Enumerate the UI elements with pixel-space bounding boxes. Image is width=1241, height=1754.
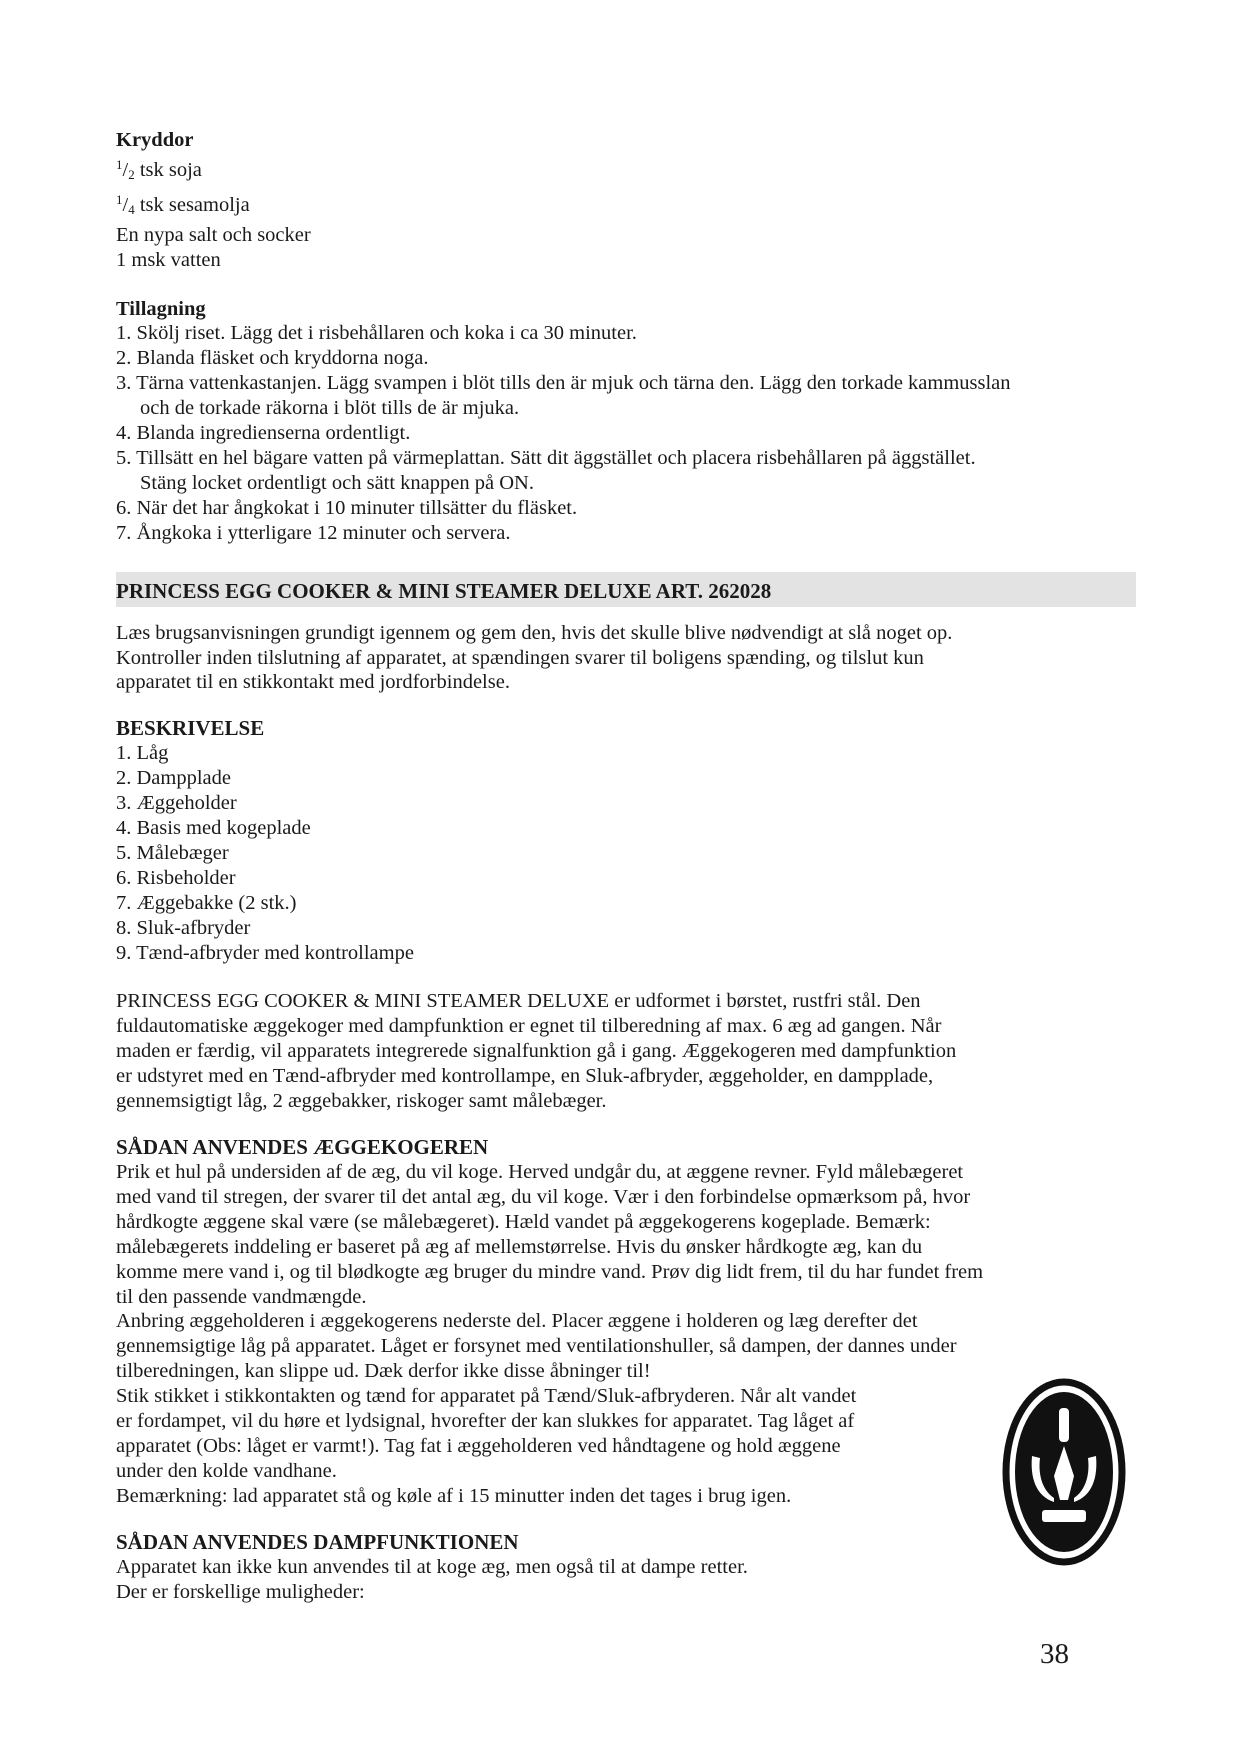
- paragraph-line: gennemsigtigt låg, 2 æggebakker, riskoger samt målebæger.: [116, 1090, 607, 1113]
- paragraph-line: Anbring æggeholderen i æggekogerens nederste del. Placer æggene i holderen og læg derefter det: [116, 1310, 918, 1333]
- list-item: 9. Tænd-afbryder med kontrollampe: [116, 941, 414, 964]
- kryddor-item: $^1/_2$ tsk soja: [116, 156, 202, 182]
- beskrivelse-heading: BESKRIVELSE: [116, 716, 265, 741]
- intro-line: apparatet til en stikkontakt med jordforbindelse.: [116, 671, 510, 694]
- paragraph-line: Prik et hul på undersiden af de æg, du vil koge. Herved undgår du, at æggene revner. Fyld målebægeret: [116, 1161, 964, 1183]
- list-item: 3. Æggeholder: [116, 792, 237, 815]
- step: 1. Skölj riset. Lägg det i risbehållaren och koka i ca 30 minuter.: [116, 322, 637, 345]
- paragraph-line: apparatet (Obs: låget er varmt!). Tag fat i æggeholderen ved håndtagene og hold æggene: [116, 1434, 841, 1457]
- paragraph-line: Der er forskellige muligheder:: [116, 1580, 365, 1603]
- step: 7. Ångkoka i ytterligare 12 minuter och servera.: [116, 521, 511, 544]
- paragraph-line: maden er færdig, vil apparatets integrerede signalfunktion gå i gang. Æggekogeren med dampfunktion: [116, 1040, 957, 1063]
- intro-line: Læs brugsanvisningen grundigt igennem og gem den, hvis det skulle blive nødvendigt at slå noget op.: [116, 621, 953, 644]
- step: 6. När det har ångkokat i 10 minuter tillsätter du fläsket.: [116, 496, 578, 519]
- list-item: 4. Basis med kogeplade: [116, 817, 311, 840]
- paragraph-line: gennemsigtige låg på apparatet. Låget er forsynet med ventilationshuller, så dampen, der dannes under: [116, 1335, 957, 1358]
- paragraph-line: med vand til stregen, der svarer til det antal æg, du vil koge. Vær i den forbindelse opmærksom på, hvor: [116, 1185, 971, 1208]
- damp-heading: SÅDAN ANVENDES DAMPFUNKTIONEN: [116, 1529, 519, 1554]
- tillagning-heading: Tillagning: [116, 297, 206, 320]
- list-item: 1. Låg: [116, 742, 169, 765]
- step-continuation: Stäng locket ordentligt och sätt knappen på ON.: [140, 471, 534, 494]
- paragraph-line: Stik stikket i stikkontakten og tænd for apparatet på Tænd/Sluk-afbryderen. Når alt vandet: [116, 1385, 857, 1408]
- list-item: 5. Målebæger: [116, 841, 229, 864]
- kryddor-item: $^1/_4$ tsk sesamolja: [116, 191, 250, 217]
- description-paragraph: [116, 989, 1126, 1114]
- paragraph-line: under den kolde vandhane.: [116, 1459, 337, 1482]
- step: 2. Blanda fläsket och kryddorna noga.: [116, 347, 429, 370]
- paragraph-line: hårdkogte æggene skal være (se målebægeret). Hæld vandet på æggekogerens kogeplade. Bemærk:: [116, 1210, 931, 1233]
- parts-list: [116, 741, 1126, 965]
- step: 5. Tillsätt en hel bägare vatten på värmeplattan. Sätt dit äggstället och placera risbehållaren på äggstället.: [116, 446, 976, 469]
- list-item: 6. Risbeholder: [116, 866, 236, 889]
- paragraph-line: til den passende vandmængde.: [116, 1285, 367, 1308]
- aeggekoger-text: [116, 1160, 1126, 1509]
- kryddor-item: 1 msk vatten: [116, 248, 221, 271]
- intro-line: Kontroller inden tilslutning af apparatet, at spændingen svarer til boligens spænding, og tilslut kun: [116, 646, 924, 669]
- paragraph-line: komme mere vand i, og til blødkogte æg bruger du mindre vand. Prøv dig lidt frem, til du har fundet frem: [116, 1260, 984, 1283]
- list-item: 7. Æggebakke (2 stk.): [116, 891, 297, 914]
- paragraph-line: tilberedningen, kan slippe ud. Dæk derfor ikke disse åbninger til!: [116, 1360, 651, 1383]
- aeggekoger-heading: SÅDAN ANVENDES ÆGGEKOGEREN: [116, 1135, 489, 1159]
- step-continuation: och de torkade räkorna i blöt tills de är mjuka.: [140, 397, 520, 420]
- paragraph-line: er udstyret med en Tænd-afbryder med kontrollampe, en Sluk-afbryder, æggeholder, en dampplade,: [116, 1065, 934, 1088]
- list-item: 8. Sluk-afbryder: [116, 916, 251, 939]
- princess-crown-logo-icon: [1002, 1378, 1126, 1566]
- kryddor-item: En nypa salt och socker: [116, 223, 311, 246]
- paragraph-line: Bemærkning: lad apparatet stå og køle af i 15 minutter inden det tages i brug igen.: [116, 1484, 792, 1507]
- paragraph-line: PRINCESS EGG COOKER & MINI STEAMER DELUXE er udformet i børstet, rustfri stål. Den: [116, 990, 921, 1013]
- step: 3. Tärna vattenkastanjen. Lägg svampen i blöt tills den är mjuk och tärna den. Lägg den torkade kammusslan: [116, 372, 1011, 395]
- tillagning-steps: [116, 321, 1126, 545]
- paragraph-line: er fordampet, vil du høre et lydsignal, hvorefter der kan slukkes for apparatet. Tag låget af: [116, 1410, 855, 1433]
- page-number: 38: [1040, 1638, 1069, 1670]
- paragraph-line: målebægerets inddeling er baseret på æg af mellemstørrelse. Hvis du ønsker hårdkogte æg, kan du: [116, 1235, 923, 1258]
- paragraph-line: fuldautomatiske æggekoger med dampfunktion er egnet til tilberedning af max. 6 æg ad gangen. Når: [116, 1015, 942, 1038]
- paragraph-line: Apparatet kan ikke kun anvendes til at koge æg, men også til at dampe retter.: [116, 1555, 748, 1578]
- list-item: 2. Dampplade: [116, 767, 231, 790]
- product-title-banner: PRINCESS EGG COOKER & MINI STEAMER DELUXE ART. 262028: [116, 572, 1136, 607]
- kryddor-heading: Kryddor: [116, 129, 194, 151]
- step: 4. Blanda ingredienserna ordentligt.: [116, 422, 411, 445]
- page-content: [116, 128, 1126, 1605]
